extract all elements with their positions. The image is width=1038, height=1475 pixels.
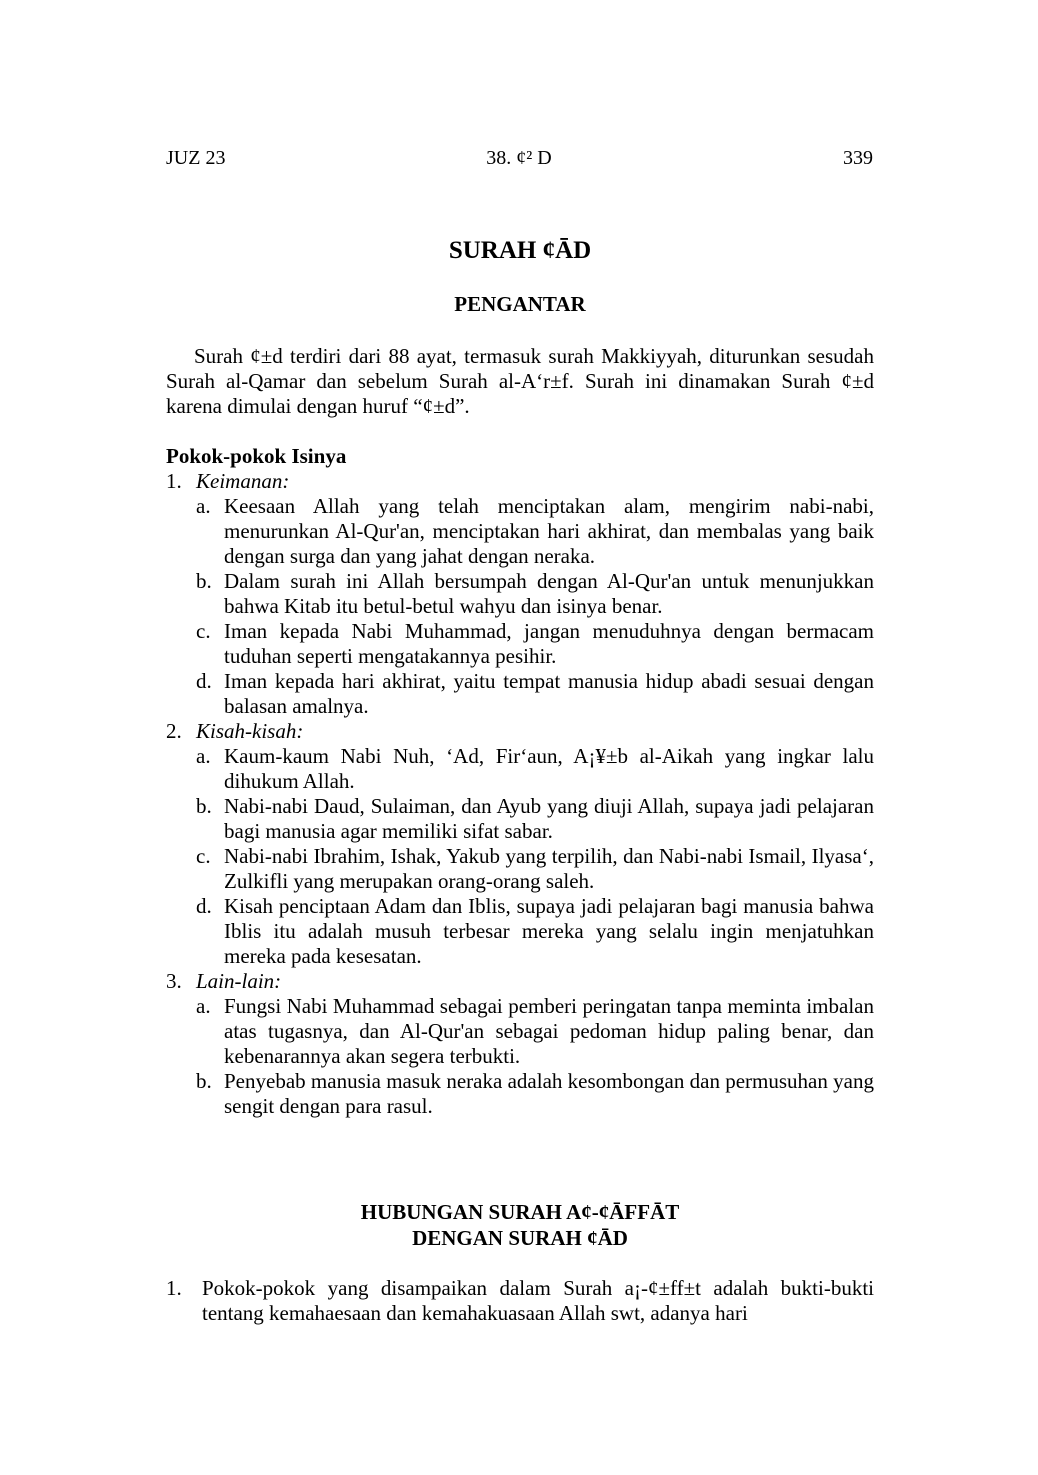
item-letter: a. [196,494,211,518]
category-number: 2. [166,719,182,743]
item-text: Keesaan Allah yang telah menciptakan alam, mengirim nabi-nabi, menurunkan Al-Qur'an, menciptakan hari akhirat, dan membalas yang baik dengan surga dan yang jahat dengan neraka. [224,494,874,568]
page-body [166,236,874,1326]
list-item [166,994,874,1069]
relation-item-text: Pokok-pokok yang disampaikan dalam Surah a¡-¢±ff±t adalah bukti-bukti tentang kemahaesaan dan kemahakuasaan Allah swt, adanya hari [202,1276,874,1325]
running-header-juz: JUZ 23 [166,147,226,169]
list-item [166,1069,874,1119]
item-text: Kaum-kaum Nabi Nuh, ‘Ad, Fir‘aun, A¡¥±b al-Aikah yang ingkar lalu dihukum Allah. [224,744,874,793]
category-label: Kisah-kisah: [196,719,304,743]
item-text: Kisah penciptaan Adam dan Iblis, supaya jadi pelajaran bagi manusia bahwa Iblis itu adalah musuh terbesar mereka yang selalu ingin menjatuhkan mereka pada kesesatan. [224,894,874,968]
intro-paragraph: Surah ¢±d terdiri dari 88 ayat, termasuk surah Makkiyyah, diturunkan sesudah Surah al-Qamar dan sebelum Surah al-A‘r±f. Surah ini dinamakan Surah ¢±d karena dimulai dengan huruf “¢±d”. [166,344,874,418]
category-label: Lain-lain: [196,969,282,993]
category-item [166,469,874,494]
running-header-surah: 38. ¢² D [486,147,552,169]
list-item [166,494,874,569]
item-text: Penyebab manusia masuk neraka adalah kesombongan dan permusuhan yang sengit dengan para rasul. [224,1069,874,1118]
item-letter: c. [196,619,211,643]
list-item [166,894,874,969]
item-letter: c. [196,844,211,868]
item-letter: b. [196,569,212,593]
category-list [166,469,874,1119]
section-heading-pengantar: PENGANTAR [454,292,586,316]
list-item [166,619,874,669]
page-number: 339 [843,147,873,169]
item-letter: a. [196,994,211,1018]
relation-heading-line1: HUBUNGAN SURAH A¢-¢ĀFFĀT [360,1200,680,1224]
category-label: Keimanan: [196,469,290,493]
item-letter: b. [196,1069,212,1093]
list-item [166,744,874,794]
item-text: Dalam surah ini Allah bersumpah dengan Al-Qur'an untuk menunjukkan bahwa Kitab itu betul-betul wahyu dan isinya benar. [224,569,874,618]
item-text: Iman kepada hari akhirat, yaitu tempat manusia hidup abadi sesuai dengan balasan amalnya. [224,669,874,718]
item-letter: a. [196,744,211,768]
relation-heading [166,1199,874,1251]
item-text: Fungsi Nabi Muhammad sebagai pemberi peringatan tanpa meminta imbalan atas tugasnya, dan Al-Qur'an sebagai pedoman hidup paling benar, dan kebenarannya akan segera terbukti. [224,994,874,1068]
item-letter: d. [196,669,212,693]
relation-heading-line2: DENGAN SURAH ¢ĀD [412,1226,628,1250]
list-item [166,669,874,719]
category-item [166,969,874,994]
item-letter: b. [196,794,212,818]
item-text: Nabi-nabi Daud, Sulaiman, dan Ayub yang diuji Allah, supaya jadi pelajaran bagi manusia agar memiliki sifat sabar. [224,794,874,843]
section-heading-pokok: Pokok-pokok Isinya [166,444,347,468]
item-text: Iman kepada Nabi Muhammad, jangan menuduhnya dengan bermacam tuduhan seperti mengatakannya pesihir. [224,619,874,668]
surah-title: SURAH ¢ĀD [448,237,592,264]
list-item [166,569,874,619]
relation-item [166,1276,874,1326]
item-letter: d. [196,894,212,918]
relation-item-number: 1. [166,1276,182,1300]
category-number: 1. [166,469,182,493]
item-text: Nabi-nabi Ibrahim, Ishak, Yakub yang terpilih, dan Nabi-nabi Ismail, Ilyasa‘, Zulkifli yang merupakan orang-orang saleh. [224,844,874,893]
list-item [166,844,874,894]
category-item [166,719,874,744]
category-number: 3. [166,969,182,993]
list-item [166,794,874,844]
